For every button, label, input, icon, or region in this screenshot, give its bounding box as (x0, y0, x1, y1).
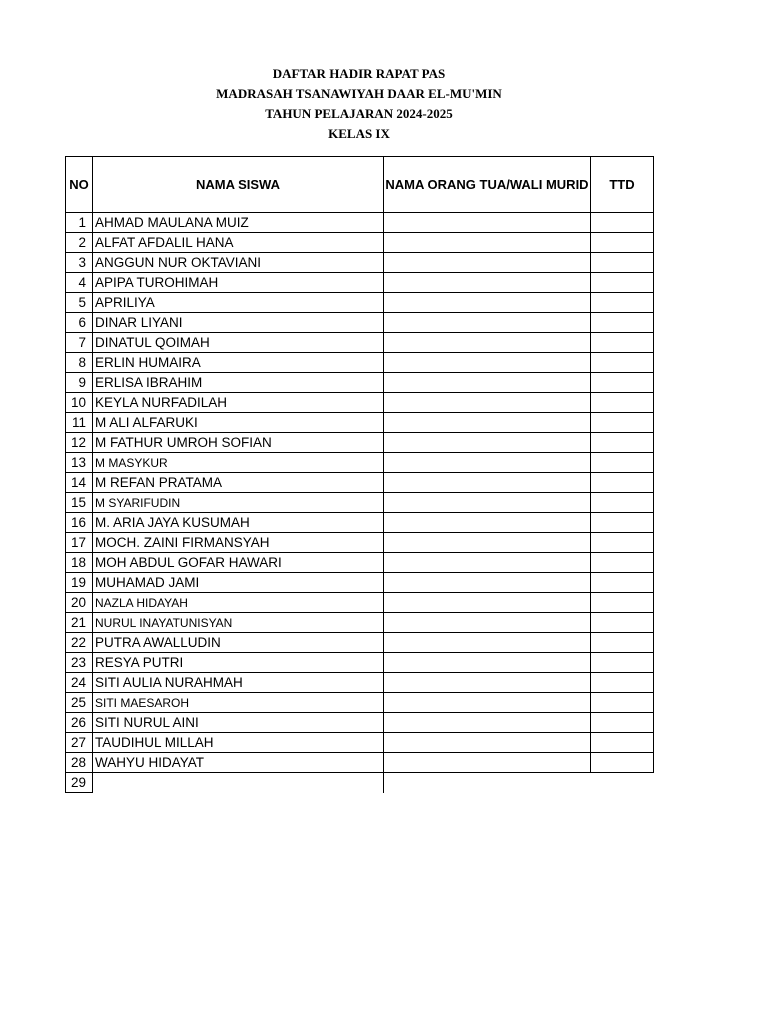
table-row (66, 753, 654, 773)
parent-name-cell (384, 313, 591, 333)
table-row (66, 493, 654, 513)
row-number: 5 (66, 293, 93, 313)
column-header-no: NO (66, 157, 93, 213)
table-row (66, 273, 654, 293)
table-row (66, 333, 654, 353)
parent-name-cell (384, 613, 591, 633)
signature-cell (591, 413, 654, 433)
table-row (66, 713, 654, 733)
table-row (66, 673, 654, 693)
table-row (66, 353, 654, 373)
signature-cell (591, 373, 654, 393)
table-row (66, 553, 654, 573)
parent-name-cell (384, 253, 591, 273)
parent-name-cell (384, 513, 591, 533)
table-body (66, 213, 654, 793)
student-name-cell: MOCH. ZAINI FIRMANSYAH (93, 533, 384, 553)
student-name-cell: RESYA PUTRI (93, 653, 384, 673)
student-name-cell: AHMAD MAULANA MUIZ (93, 213, 384, 233)
signature-cell (591, 353, 654, 373)
signature-cell (591, 773, 654, 793)
parent-name-cell (384, 233, 591, 253)
table-row (66, 693, 654, 713)
table-row (66, 573, 654, 593)
row-number: 25 (66, 693, 93, 713)
parent-name-cell (384, 473, 591, 493)
student-name-cell: M REFAN PRATAMA (93, 473, 384, 493)
parent-name-cell (384, 773, 591, 793)
parent-name-cell (384, 673, 591, 693)
student-name-cell: MOH ABDUL GOFAR HAWARI (93, 553, 384, 573)
student-name-cell: ANGGUN NUR OKTAVIANI (93, 253, 384, 273)
signature-cell (591, 573, 654, 593)
signature-cell (591, 633, 654, 653)
class-label: KELAS IX (328, 126, 390, 141)
signature-cell (591, 493, 654, 513)
academic-year: TAHUN PELAJARAN 2024-2025 (265, 106, 453, 121)
row-number: 2 (66, 233, 93, 253)
signature-cell (591, 253, 654, 273)
signature-cell (591, 453, 654, 473)
student-name-cell: WAHYU HIDAYAT (93, 753, 384, 773)
signature-cell (591, 713, 654, 733)
signature-cell (591, 313, 654, 333)
table-row (66, 313, 654, 333)
table-row (66, 453, 654, 473)
row-number: 3 (66, 253, 93, 273)
table-row (66, 733, 654, 753)
student-name-cell: DINAR LIYANI (93, 313, 384, 333)
row-number: 26 (66, 713, 93, 733)
parent-name-cell (384, 753, 591, 773)
table-row (66, 633, 654, 653)
parent-name-cell (384, 213, 591, 233)
table-row (66, 233, 654, 253)
row-number: 27 (66, 733, 93, 753)
parent-name-cell (384, 413, 591, 433)
parent-name-cell (384, 333, 591, 353)
row-number: 13 (66, 453, 93, 473)
row-number: 22 (66, 633, 93, 653)
row-number: 19 (66, 573, 93, 593)
row-number: 21 (66, 613, 93, 633)
signature-cell (591, 653, 654, 673)
row-number: 10 (66, 393, 93, 413)
parent-name-cell (384, 693, 591, 713)
row-number: 24 (66, 673, 93, 693)
table-header-row (66, 157, 654, 213)
table-row (66, 613, 654, 633)
row-number: 18 (66, 553, 93, 573)
row-number: 29 (66, 773, 93, 793)
student-name-cell: M. ARIA JAYA KUSUMAH (93, 513, 384, 533)
signature-cell (591, 473, 654, 493)
student-name-cell: APIPA TUROHIMAH (93, 273, 384, 293)
row-number: 4 (66, 273, 93, 293)
table-row (66, 293, 654, 313)
signature-cell (591, 753, 654, 773)
student-name-cell: ALFAT AFDALIL HANA (93, 233, 384, 253)
student-name-cell: M MASYKUR (93, 453, 384, 473)
table-row (66, 773, 654, 793)
student-name-cell: KEYLA NURFADILAH (93, 393, 384, 413)
row-number: 12 (66, 433, 93, 453)
school-name: MADRASAH TSANAWIYAH DAAR EL-MU'MIN (216, 86, 502, 101)
table-row (66, 513, 654, 533)
row-number: 23 (66, 653, 93, 673)
student-name-cell: ERLIN HUMAIRA (93, 353, 384, 373)
signature-cell (591, 393, 654, 413)
row-number: 28 (66, 753, 93, 773)
signature-cell (591, 433, 654, 453)
attendance-table (65, 156, 654, 793)
row-number: 9 (66, 373, 93, 393)
parent-name-cell (384, 713, 591, 733)
table-row (66, 213, 654, 233)
student-name-cell: M SYARIFUDIN (93, 493, 384, 513)
row-number: 7 (66, 333, 93, 353)
row-number: 14 (66, 473, 93, 493)
column-header-parent-name: NAMA ORANG TUA/WALI MURID (384, 157, 591, 213)
signature-cell (591, 613, 654, 633)
row-number: 6 (66, 313, 93, 333)
signature-cell (591, 273, 654, 293)
student-name-cell: TAUDIHUL MILLAH (93, 733, 384, 753)
parent-name-cell (384, 393, 591, 413)
signature-cell (591, 553, 654, 573)
parent-name-cell (384, 433, 591, 453)
row-number: 20 (66, 593, 93, 613)
parent-name-cell (384, 293, 591, 313)
table-row (66, 473, 654, 493)
table-row (66, 593, 654, 613)
table-row (66, 433, 654, 453)
row-number: 1 (66, 213, 93, 233)
signature-cell (591, 673, 654, 693)
signature-cell (591, 233, 654, 253)
column-header-signature: TTD (591, 157, 654, 213)
signature-cell (591, 333, 654, 353)
student-name-cell: M FATHUR UMROH SOFIAN (93, 433, 384, 453)
signature-cell (591, 513, 654, 533)
student-name-cell: M ALI ALFARUKI (93, 413, 384, 433)
parent-name-cell (384, 493, 591, 513)
table-row (66, 393, 654, 413)
table-row (66, 253, 654, 273)
table-row (66, 413, 654, 433)
parent-name-cell (384, 353, 591, 373)
column-header-student-name: NAMA SISWA (93, 157, 384, 213)
row-number: 8 (66, 353, 93, 373)
parent-name-cell (384, 553, 591, 573)
signature-cell (591, 733, 654, 753)
parent-name-cell (384, 533, 591, 553)
student-name-cell: NAZLA HIDAYAH (93, 593, 384, 613)
table-row (66, 653, 654, 673)
signature-cell (591, 213, 654, 233)
parent-name-cell (384, 653, 591, 673)
parent-name-cell (384, 373, 591, 393)
document-header (0, 64, 718, 144)
signature-cell (591, 593, 654, 613)
signature-cell (591, 533, 654, 553)
document-title: DAFTAR HADIR RAPAT PAS (272, 66, 446, 81)
parent-name-cell (384, 733, 591, 753)
parent-name-cell (384, 273, 591, 293)
row-number: 11 (66, 413, 93, 433)
student-name-cell: SITI AULIA NURAHMAH (93, 673, 384, 693)
student-name-cell: DINATUL QOIMAH (93, 333, 384, 353)
student-name-cell: APRILIYA (93, 293, 384, 313)
row-number: 16 (66, 513, 93, 533)
parent-name-cell (384, 593, 591, 613)
parent-name-cell (384, 633, 591, 653)
student-name-cell: SITI NURUL AINI (93, 713, 384, 733)
table-row (66, 373, 654, 393)
student-name-cell (93, 773, 384, 793)
signature-cell (591, 293, 654, 313)
row-number: 17 (66, 533, 93, 553)
signature-cell (591, 693, 654, 713)
student-name-cell: MUHAMAD JAMI (93, 573, 384, 593)
student-name-cell: SITI MAESAROH (93, 693, 384, 713)
parent-name-cell (384, 573, 591, 593)
student-name-cell: PUTRA AWALLUDIN (93, 633, 384, 653)
row-number: 15 (66, 493, 93, 513)
student-name-cell: NURUL INAYATUNISYAN (93, 613, 384, 633)
student-name-cell: ERLISA IBRAHIM (93, 373, 384, 393)
parent-name-cell (384, 453, 591, 473)
table-row (66, 533, 654, 553)
